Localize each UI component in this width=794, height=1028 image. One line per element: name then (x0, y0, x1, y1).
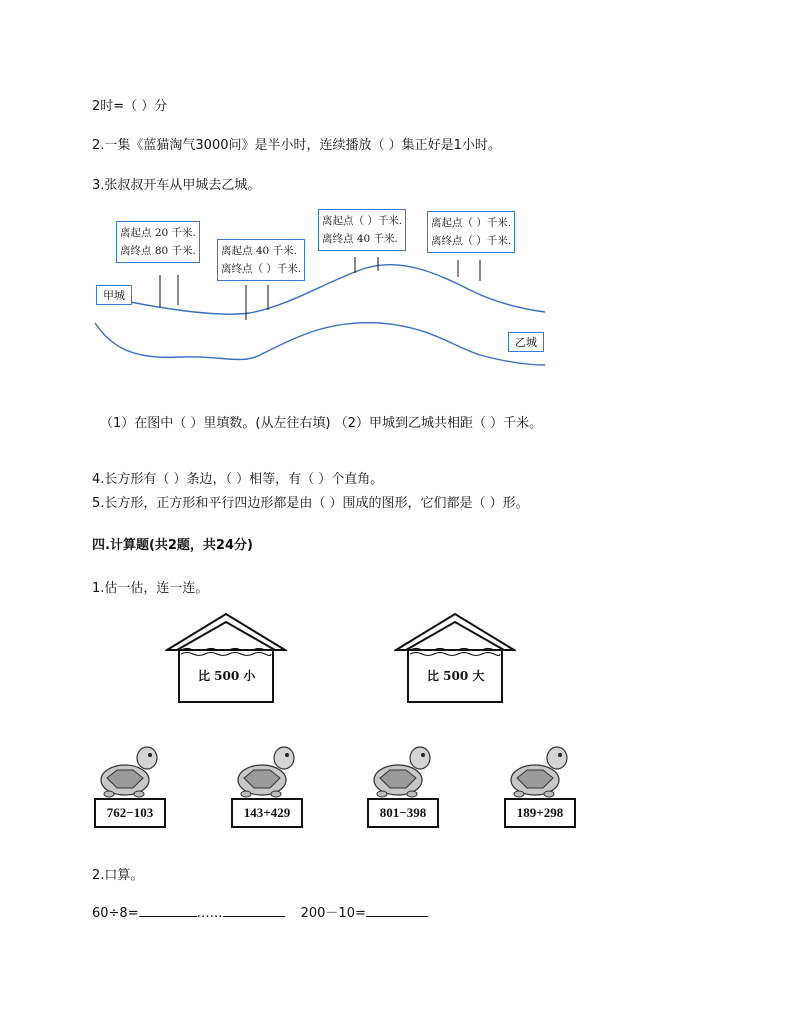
calc-question-1: 1.估一估，连一连。 (92, 581, 209, 596)
expression-box-4[interactable]: 189+298 (504, 798, 576, 828)
city-end-label: 乙城 (508, 332, 544, 352)
house-less-icon (165, 612, 287, 704)
turtle-card-1 (95, 742, 167, 830)
expression-box-2[interactable]: 143+429 (231, 798, 303, 828)
sign-4 (427, 211, 515, 253)
question-5: 5.长方形，正方形和平行四边形都是由（ ）围成的图形，它们都是（ ）形。 (92, 496, 529, 511)
house-greater-label: 比 500 大 (427, 669, 485, 683)
question-3-subparts: （1）在图中（ ）里填数。(从左往右填) （2）甲城到乙城共相距（ ）千米。 (100, 416, 543, 431)
answer-blank-a[interactable] (139, 904, 197, 917)
question-3: 3.张叔叔开车从甲城去乙城。 (92, 178, 261, 193)
house-less-label: 比 500 小 (198, 669, 256, 683)
route-map (90, 205, 560, 390)
answer-blank-b[interactable] (366, 904, 428, 917)
oral-item-a: 60÷8= (92, 906, 139, 921)
question-1: 2时=（ ）分 (92, 99, 168, 114)
oral-calc-row (92, 902, 428, 921)
sign-posts (160, 257, 480, 320)
turtle-icon (95, 742, 167, 800)
expression-box-3[interactable]: 801−398 (367, 798, 439, 828)
oral-item-b: 200－10= (300, 906, 366, 921)
house-less (165, 612, 287, 704)
calc-question-2: 2.口算。 (92, 868, 144, 883)
answer-blank-a2[interactable] (223, 904, 285, 917)
house-greater-icon (394, 612, 516, 704)
road-lower-edge (95, 323, 545, 365)
turtle-card-3 (368, 742, 440, 830)
sign-4-end: 离终点（ ）千米. (431, 235, 512, 247)
city-start-label: 甲城 (96, 285, 132, 305)
sign-3 (318, 209, 406, 251)
sign-1-end: 离终点 80 千米. (120, 245, 196, 257)
sign-3-end: 离终点 40 千米. (322, 233, 398, 245)
question-2: 2.一集《蓝猫淘气3000问》是半小时，连续播放（ ）集正好是1小时。 (92, 138, 501, 153)
road-upper-edge (120, 265, 545, 314)
house-greater (394, 612, 516, 704)
turtle-icon (368, 742, 440, 800)
turtle-icon (505, 742, 577, 800)
sign-2 (217, 239, 305, 281)
sign-2-end: 离终点（ ）千米. (221, 263, 302, 275)
section-title-calculation: 四.计算题(共2题，共24分) (92, 538, 253, 553)
oral-dots: …… (196, 906, 223, 921)
sign-3-start: 离起点（ ）千米. (322, 215, 403, 227)
sign-2-start: 离起点 40 千米. (221, 245, 297, 257)
sign-1-start: 离起点 20 千米. (120, 227, 196, 239)
turtle-icon (232, 742, 304, 800)
turtle-card-4 (505, 742, 577, 830)
sign-4-start: 离起点（ ）千米. (431, 217, 512, 229)
expression-box-1[interactable]: 762−103 (94, 798, 166, 828)
sign-1 (116, 221, 200, 263)
turtle-card-2 (232, 742, 304, 830)
question-4: 4.长方形有（ ）条边，（ ）相等，有（ ）个直角。 (92, 472, 384, 487)
